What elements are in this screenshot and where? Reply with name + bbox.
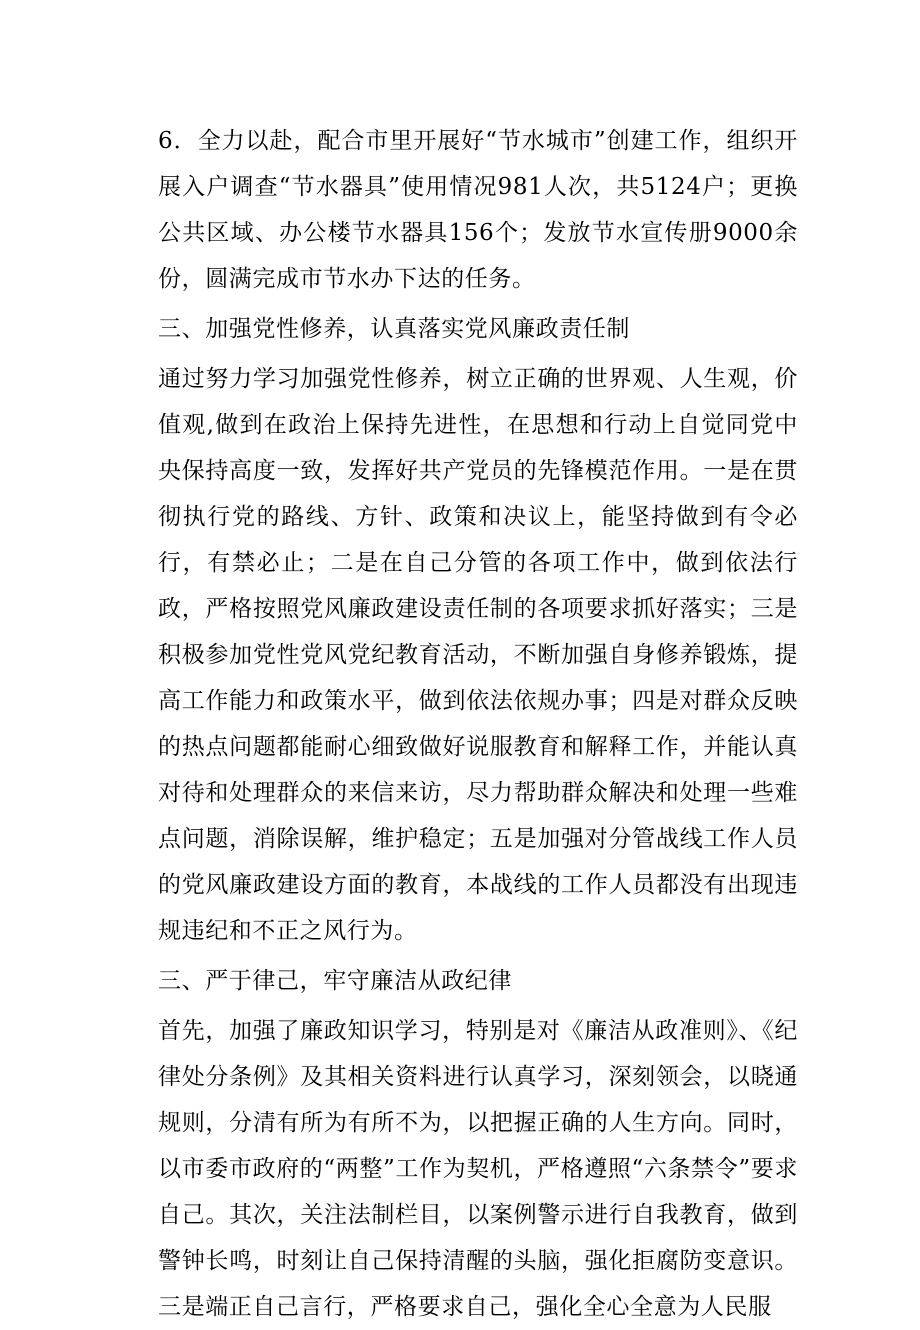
section-body-self-discipline: 首先，加强了廉政知识学习，特别是对《廉洁从政准则》、《纪律处分条例》及其相关资料进行认真学习，深刻领会，以晓通规则，分清有所为有所不为，以把握正确的人生方向。同时，以市委市政府的“两整”工作为契机，严格遵照“六条禁令”要求自己。其次，关注法制栏目，以案例警示进行自我教育，做到警钟长鸣，时刻让自己保持清醒的头脑，强化拒腐防变意识。三是端正自己言行，严格要求自己，强化全心全意为人民服 [158, 1018, 798, 1320]
document-body [158, 118, 798, 1330]
section-heading-self-discipline: 三、严于律己，牢守廉洁从政纪律 [158, 968, 512, 994]
section-body-party-discipline: 通过努力学习加强党性修养，树立正确的世界观、人生观，价值观,做到在政治上保持先进性，在思想和行动上自觉同党中央保持高度一致，发挥好共产党员的先锋模范作用。一是在贯彻执行党的路线、方针、政策和决议上，能坚持做到有令必行，有禁必止；二是在自己分管的各项工作中，做到依法行政，严格按照党风廉政建设责任制的各项要求抓好落实；三是积极参加党性党风党纪教育活动，不断加强自身修养锻炼，提高工作能力和政策水平，做到依法依规办事；四是对群众反映的热点问题都能耐心细致做好说服教育和解释工作，并能认真对待和处理群众的来信来访，尽力帮助群众解决和处理一些难点问题，消除误解，维护稳定；五是加强对分管战线工作人员的党风廉政建设方面的教育，本战线的工作人员都没有出现违规违纪和不正之风行为。 [158, 366, 798, 944]
paragraph-item-6: 6．全力以赴，配合市里开展好“节水城市”创建工作，组织开展入户调查“节水器具”使用情况981人次，共5124户；更换公共区域、办公楼节水器具156个；发放节水宣传册9000余份，圆满完成市节水办下达的任务。 [158, 128, 798, 292]
section-heading-party-discipline: 三、加强党性修养，认真落实党风廉政责任制 [158, 316, 630, 342]
